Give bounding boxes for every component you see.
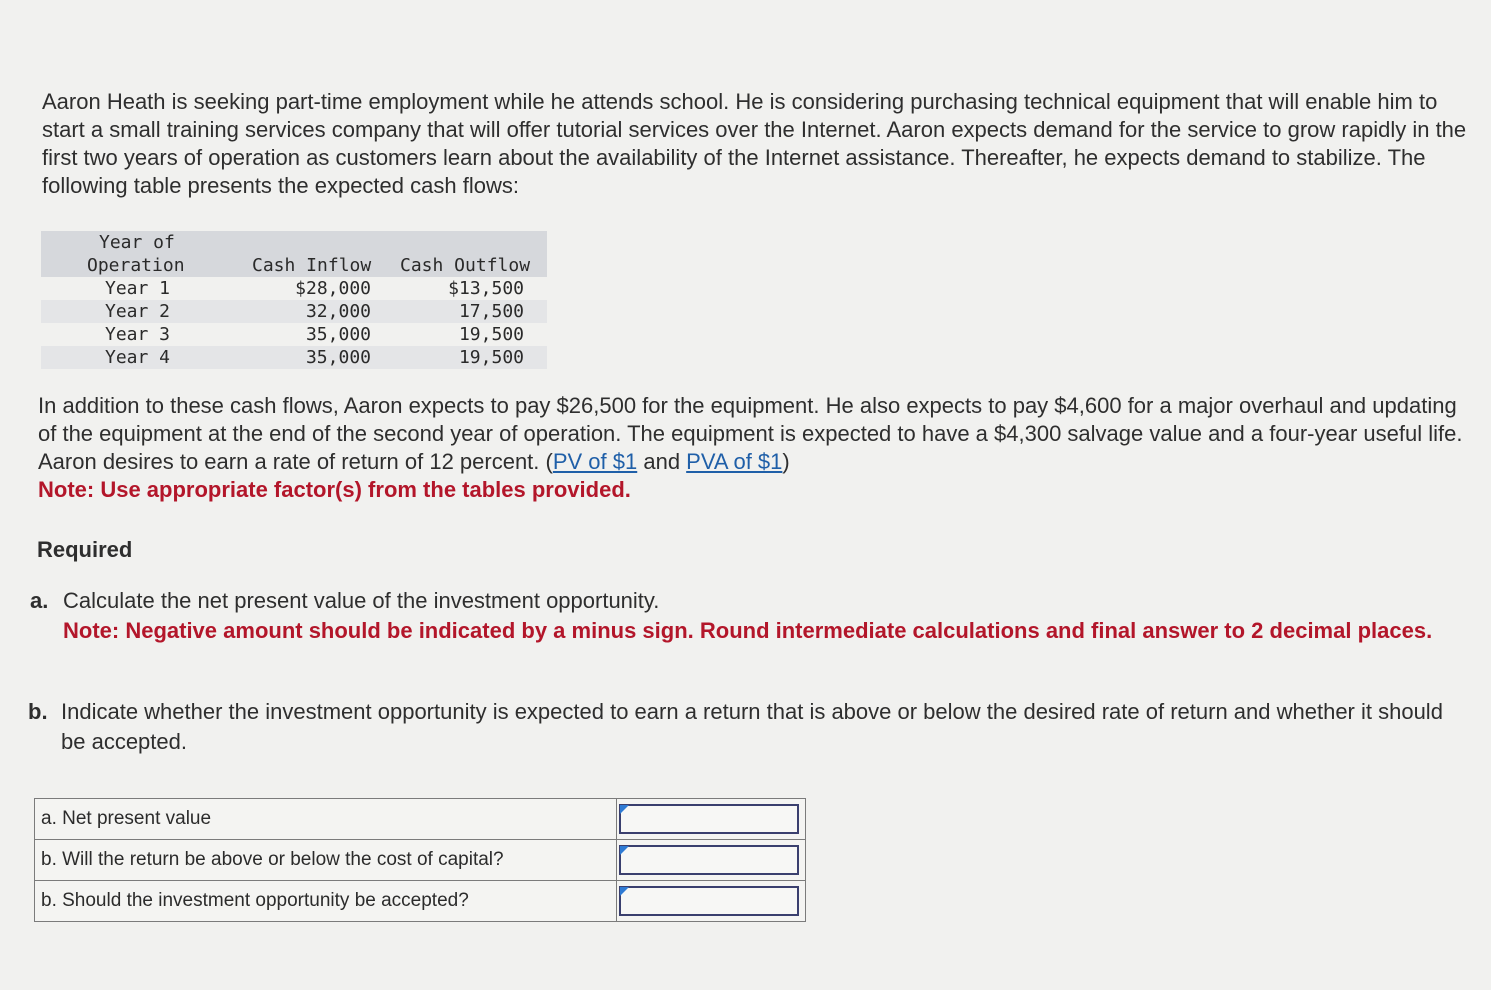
- row-inflow: 35,000: [305, 324, 371, 345]
- row-inflow: $28,000: [295, 278, 371, 299]
- row-inflow: 32,000: [305, 301, 371, 322]
- table-row: [41, 277, 547, 300]
- header-year-line1: Year of: [99, 232, 175, 253]
- table-header: [41, 231, 547, 277]
- pva-of-1-link[interactable]: PVA of $1: [686, 449, 783, 474]
- table-row: [35, 881, 806, 922]
- row-year: Year 2: [105, 301, 171, 322]
- row-outflow: 19,500: [458, 347, 524, 368]
- rounding-note: Note: Negative amount should be indicated by a minus sign. Round intermediate calculations and final answer to 2 decimal places.: [63, 618, 1433, 643]
- answer-label-accept: b. Should the investment opportunity be accepted?: [35, 881, 617, 922]
- row-year: Year 3: [105, 324, 171, 345]
- table-row: [41, 323, 547, 346]
- header-year-line2: Operation: [87, 255, 185, 276]
- requirement-a-letter: a.: [30, 588, 49, 613]
- answer-cell: [617, 799, 806, 840]
- details-close: ): [782, 449, 790, 474]
- table-row: [35, 840, 806, 881]
- requirement-a-text: Calculate the net present value of the investment opportunity.: [63, 588, 660, 613]
- answer-label-return: b. Will the return be above or below the cost of capital?: [35, 840, 617, 881]
- answer-label-npv: a. Net present value: [35, 799, 617, 840]
- return-input[interactable]: [619, 845, 799, 875]
- requirement-b-letter: b.: [28, 699, 48, 724]
- cell-marker-icon: [620, 887, 629, 896]
- cash-flow-table: [41, 231, 547, 369]
- row-inflow: 35,000: [305, 347, 371, 368]
- factor-note: Note: Use appropriate factor(s) from the tables provided.: [38, 477, 631, 502]
- answer-table: [34, 798, 806, 922]
- npv-input[interactable]: [619, 804, 799, 834]
- table-row: [41, 300, 547, 323]
- row-outflow: $13,500: [448, 278, 524, 299]
- row-outflow: 17,500: [458, 301, 524, 322]
- header-cash-inflow: Cash Inflow: [252, 255, 372, 276]
- details-text: In addition to these cash flows, Aaron expects to pay $26,500 for the equipment. He also expects to pay $4,600 for a major overhaul and updating of the equipment at the end of the second year of operation. The equipment is expected to have a $4,300 salvage value and a four-year useful life. Aaron desires to earn a rate of return of 12 percent. (: [38, 393, 1463, 474]
- accept-input[interactable]: [619, 886, 799, 916]
- pv-of-1-link[interactable]: PV of $1: [552, 449, 638, 474]
- table-row: [35, 799, 806, 840]
- cell-marker-icon: [620, 805, 629, 814]
- problem-details: [38, 392, 1478, 504]
- details-and: and: [637, 449, 687, 474]
- answer-cell: [617, 840, 806, 881]
- cell-marker-icon: [620, 846, 629, 855]
- requirement-b-text: Indicate whether the investment opportunity is expected to earn a return that is above or below the desired rate of return and whether it should be accepted.: [61, 699, 1443, 754]
- required-heading: Required: [37, 537, 133, 562]
- problem-intro: Aaron Heath is seeking part-time employment while he attends school. He is considering purchasing technical equipment that will enable him to start a small training services company that will offer tutorial services over the Internet. Aaron expects demand for the service to grow rapidly in the first two years of operation as customers learn about the availability of the Internet assistance. Thereafter, he expects demand to stabilize. The following table presents the expected cash flows:: [42, 89, 1467, 198]
- row-year: Year 1: [105, 278, 171, 299]
- row-year: Year 4: [105, 347, 171, 368]
- answer-cell: [617, 881, 806, 922]
- table-row: [41, 346, 547, 369]
- header-cash-outflow: Cash Outflow: [400, 255, 531, 276]
- row-outflow: 19,500: [458, 324, 524, 345]
